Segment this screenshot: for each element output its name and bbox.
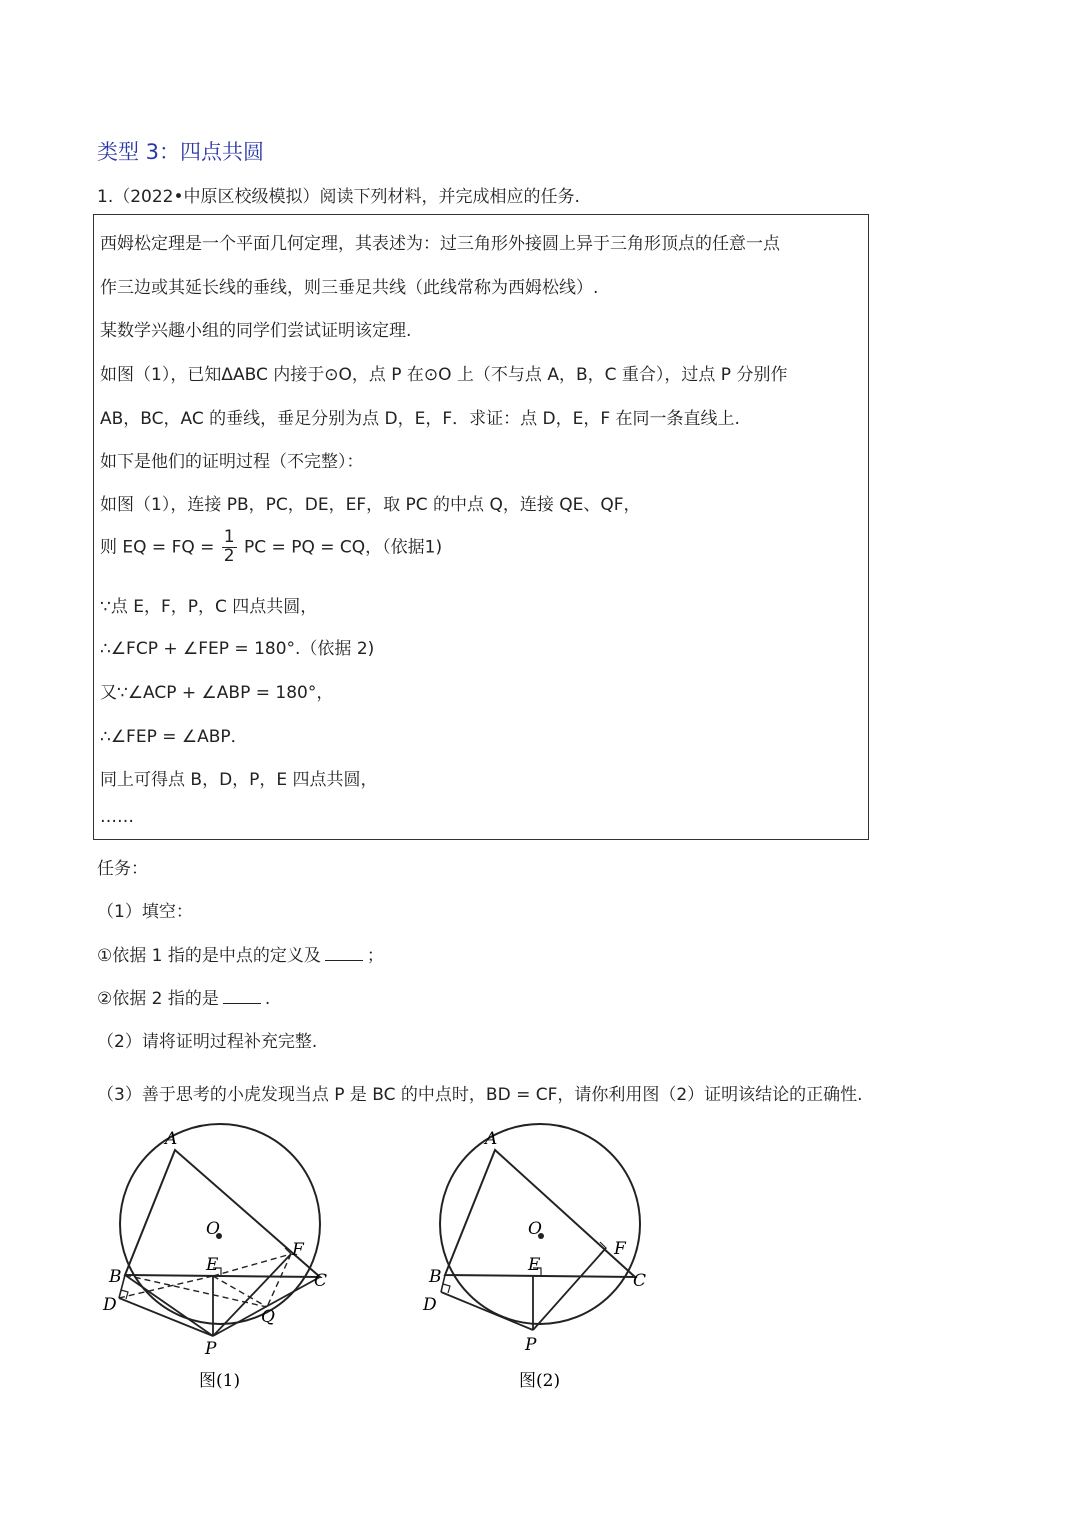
- answer-blank[interactable]: [223, 1002, 261, 1004]
- problem-intro: 1.（2022•中原区校级模拟）阅读下列材料，并完成相应的任务.: [97, 187, 580, 207]
- task-1a-end: ；: [366, 946, 384, 966]
- task-1b-text: ②依据 2 指的是: [97, 989, 219, 1009]
- label-q: Q: [261, 1307, 275, 1327]
- fraction-numerator: 1: [223, 527, 235, 547]
- label-e: E: [206, 1255, 219, 1275]
- pf-line: [213, 1254, 291, 1336]
- task-2: （2）请将证明过程补充完整.: [97, 1032, 318, 1052]
- task-1: （1）填空：: [97, 902, 193, 922]
- fraction-denominator: 2: [223, 545, 235, 566]
- material-line: 同上可得点 B，D，P，E 四点共圆，: [100, 770, 378, 790]
- label-o: O: [528, 1219, 542, 1239]
- label-f: F: [614, 1239, 626, 1259]
- de-dashed: [119, 1276, 213, 1298]
- material-line: AB，BC，AC 的垂线，垂足分别为点 D，E，F．求证：点 D，E，F 在同一条直线上.: [100, 409, 740, 429]
- label-c: C: [633, 1271, 647, 1291]
- tasks-title: 任务：: [97, 859, 148, 879]
- task-3: （3）善于思考的小虎发现当点 P 是 BC 的中点时，BD = CF，请你利用图（2）证明该结论的正确性.: [97, 1085, 863, 1105]
- material-line: ∵点 E，F，P，C 四点共圆，: [100, 597, 318, 617]
- material-line: 如下是他们的证明过程（不完整）：: [100, 452, 364, 472]
- label-d: D: [423, 1295, 437, 1315]
- answer-blank[interactable]: [325, 959, 363, 961]
- material-line: ……: [100, 807, 134, 827]
- label-a: A: [165, 1129, 178, 1149]
- triangle-abc: [125, 1150, 320, 1277]
- label-p: P: [205, 1339, 217, 1359]
- label-b: B: [109, 1267, 122, 1287]
- pd-line: [441, 1292, 533, 1330]
- right-angle-d: [443, 1284, 450, 1293]
- task-1b: [97, 984, 270, 1009]
- label-e: E: [528, 1255, 541, 1275]
- eq-prefix: 则 EQ = FQ =: [100, 537, 215, 558]
- ab-extension: [441, 1275, 445, 1292]
- label-c: C: [314, 1271, 328, 1291]
- material-line: 西姆松定理是一个平面几何定理，其表述为：过三角形外接圆上异于三角形顶点的任意一点: [100, 234, 780, 254]
- label-f: F: [292, 1240, 304, 1260]
- material-line: 某数学兴趣小组的同学们尝试证明该定理.: [100, 321, 412, 341]
- eq-dashed: [213, 1276, 267, 1307]
- material-line: 又∵∠ACP + ∠ABP = 180°，: [100, 683, 334, 703]
- material-line: 作三边或其延长线的垂线，则三垂足共线（此线常称为西姆松线）.: [100, 278, 599, 298]
- pf-line: [533, 1248, 606, 1330]
- task-1b-end: .: [264, 989, 271, 1009]
- material-line: 如图（1），连接 PB，PC，DE，EF，取 PC 的中点 Q，连接 QE、QF，: [100, 495, 641, 515]
- material-line: ∴∠FEP = ∠ABP．: [100, 727, 248, 747]
- material-line-fraction: [100, 529, 442, 566]
- material-line: ∴∠FCP + ∠FEP = 180°.（依据 2): [100, 639, 375, 659]
- figure-2: [415, 1120, 665, 1400]
- label-a: A: [485, 1129, 498, 1149]
- figure-1: [95, 1120, 345, 1400]
- label-d: D: [103, 1295, 117, 1315]
- label-p: P: [525, 1335, 537, 1355]
- fraction-half: [222, 529, 237, 566]
- label-o: O: [206, 1219, 220, 1239]
- material-box: [93, 214, 869, 840]
- eq-suffix: PC = PQ = CQ，（依据1): [244, 537, 443, 558]
- task-1a: [97, 941, 384, 966]
- figure-2-caption: 图(2): [519, 1371, 561, 1391]
- label-b: B: [429, 1267, 442, 1287]
- section-heading: 类型 3：四点共圆: [97, 140, 265, 164]
- task-1a-text: ①依据 1 指的是中点的定义及: [97, 946, 321, 966]
- figure-1-caption: 图(1): [199, 1371, 241, 1391]
- material-line: 如图（1），已知ΔABC 内接于⊙O，点 P 在⊙O 上（不与点 A，B，C 重合），过点 P 分别作: [100, 365, 788, 385]
